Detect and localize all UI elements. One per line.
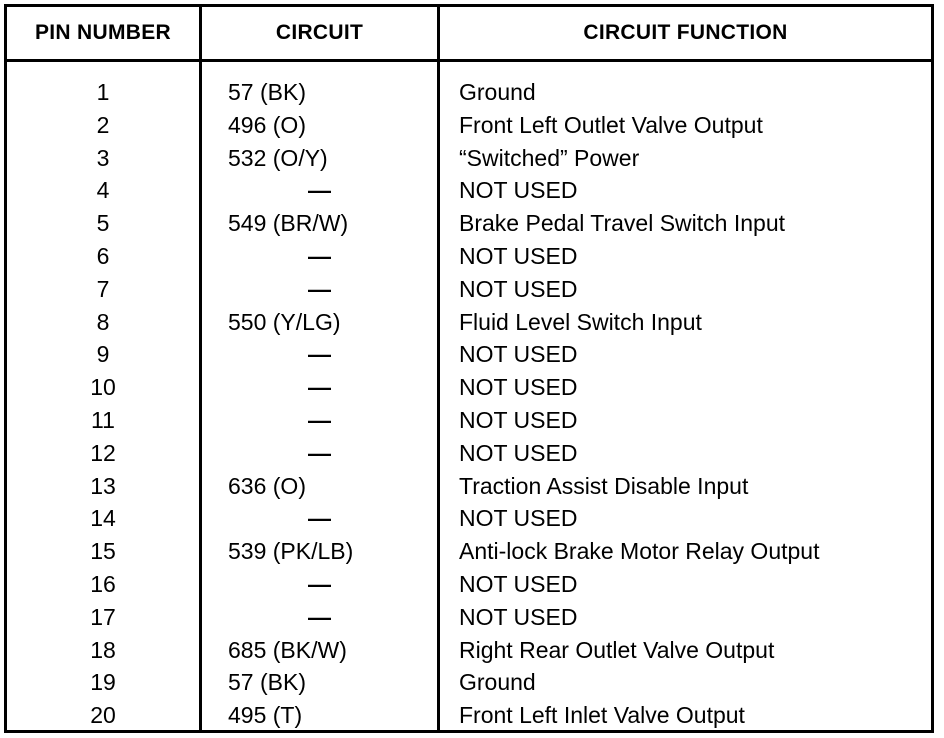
pin-number-cell: 7 bbox=[96, 275, 110, 302]
circuit-cell: — bbox=[308, 177, 331, 204]
pin-number-cell: 11 bbox=[91, 406, 115, 433]
table-row bbox=[7, 502, 931, 535]
circuit-cell: — bbox=[308, 374, 331, 401]
circuit-function-cell: NOT USED bbox=[459, 374, 578, 401]
table-row bbox=[7, 109, 931, 142]
circuit-function-cell: Fluid Level Switch Input bbox=[459, 308, 702, 335]
circuit-cell: 532 (O/Y) bbox=[228, 144, 328, 171]
circuit-cell: — bbox=[308, 505, 331, 532]
table-row bbox=[7, 634, 931, 667]
pin-number-cell: 17 bbox=[90, 603, 116, 630]
circuit-cell: — bbox=[308, 341, 331, 368]
circuit-cell: — bbox=[308, 406, 331, 433]
circuit-function-cell: NOT USED bbox=[459, 275, 578, 302]
pin-number-cell: 9 bbox=[96, 341, 110, 368]
table-row bbox=[7, 240, 931, 273]
circuit-function-cell: Anti-lock Brake Motor Relay Output bbox=[459, 538, 820, 565]
pin-number-cell: 4 bbox=[96, 177, 110, 204]
circuit-cell: — bbox=[308, 275, 331, 302]
table-row bbox=[7, 142, 931, 175]
circuit-function-cell: Front Left Outlet Valve Output bbox=[459, 111, 763, 138]
circuit-function-cell: Right Rear Outlet Valve Output bbox=[459, 636, 775, 663]
table-body bbox=[7, 76, 931, 732]
pin-number-cell: 18 bbox=[90, 636, 116, 663]
circuit-function-cell: NOT USED bbox=[459, 406, 578, 433]
table-row bbox=[7, 207, 931, 240]
pin-number-cell: 19 bbox=[90, 669, 116, 696]
circuit-function-cell: Traction Assist Disable Input bbox=[459, 472, 749, 499]
circuit-cell: 57 (BK) bbox=[228, 79, 306, 105]
pin-number-cell: 14 bbox=[90, 505, 116, 532]
circuit-function-cell: NOT USED bbox=[459, 570, 578, 597]
pin-number-cell: 13 bbox=[90, 472, 116, 499]
table-row bbox=[7, 371, 931, 404]
circuit-cell: 495 (T) bbox=[228, 702, 303, 729]
pin-number-cell: 15 bbox=[90, 538, 116, 565]
circuit-function-cell: NOT USED bbox=[459, 341, 578, 368]
circuit-function-cell: NOT USED bbox=[459, 505, 578, 532]
pin-number-cell: 8 bbox=[96, 308, 110, 335]
pin-number-cell: 6 bbox=[96, 242, 110, 269]
circuit-function-cell: Ground bbox=[459, 79, 536, 105]
pin-number-cell: 10 bbox=[90, 374, 116, 401]
table-row bbox=[7, 76, 931, 109]
pin-number-cell: 12 bbox=[90, 439, 116, 466]
circuit-cell: 539 (PK/LB) bbox=[228, 538, 354, 565]
circuit-function-cell: NOT USED bbox=[459, 439, 578, 466]
circuit-function-cell: Front Left Inlet Valve Output bbox=[459, 702, 745, 729]
table-row bbox=[7, 568, 931, 601]
circuit-cell: 685 (BK/W) bbox=[228, 636, 347, 663]
pin-number-cell: 1 bbox=[96, 79, 110, 105]
circuit-function-cell: “Switched” Power bbox=[459, 144, 640, 171]
table-row bbox=[7, 601, 931, 634]
circuit-cell: 549 (BR/W) bbox=[228, 210, 349, 237]
circuit-cell: — bbox=[308, 570, 331, 597]
pin-number-cell: 20 bbox=[90, 702, 116, 729]
circuit-function-cell: NOT USED bbox=[459, 242, 578, 269]
circuit-cell: — bbox=[308, 242, 331, 269]
table-row bbox=[7, 174, 931, 207]
circuit-cell: — bbox=[308, 603, 331, 630]
table-row bbox=[7, 273, 931, 306]
circuit-cell: 636 (O) bbox=[228, 472, 306, 499]
table-row bbox=[7, 338, 931, 371]
header-circuit: CIRCUIT bbox=[275, 21, 364, 44]
circuit-function-cell: NOT USED bbox=[459, 603, 578, 630]
pin-number-cell: 3 bbox=[96, 144, 110, 171]
table-row bbox=[7, 666, 931, 699]
circuit-cell: 496 (O) bbox=[228, 111, 306, 138]
pin-number-cell: 2 bbox=[96, 111, 110, 138]
table-row bbox=[7, 404, 931, 437]
table-row bbox=[7, 437, 931, 470]
pin-number-cell: 5 bbox=[96, 210, 110, 237]
pin-number-cell: 16 bbox=[90, 570, 116, 597]
circuit-cell: 550 (Y/LG) bbox=[228, 308, 341, 335]
header-circuit-function: CIRCUIT FUNCTION bbox=[583, 21, 788, 44]
circuit-cell: — bbox=[308, 439, 331, 466]
table-row bbox=[7, 535, 931, 568]
circuit-function-cell: Ground bbox=[459, 669, 536, 696]
table-header bbox=[7, 7, 931, 62]
pin-table bbox=[4, 4, 934, 733]
table-row bbox=[7, 306, 931, 339]
circuit-cell: 57 (BK) bbox=[228, 669, 306, 696]
circuit-function-cell: Brake Pedal Travel Switch Input bbox=[459, 210, 785, 237]
table-row bbox=[7, 470, 931, 503]
circuit-function-cell: NOT USED bbox=[459, 177, 578, 204]
header-pin-number: PIN NUMBER bbox=[34, 21, 171, 44]
table-row bbox=[7, 699, 931, 732]
